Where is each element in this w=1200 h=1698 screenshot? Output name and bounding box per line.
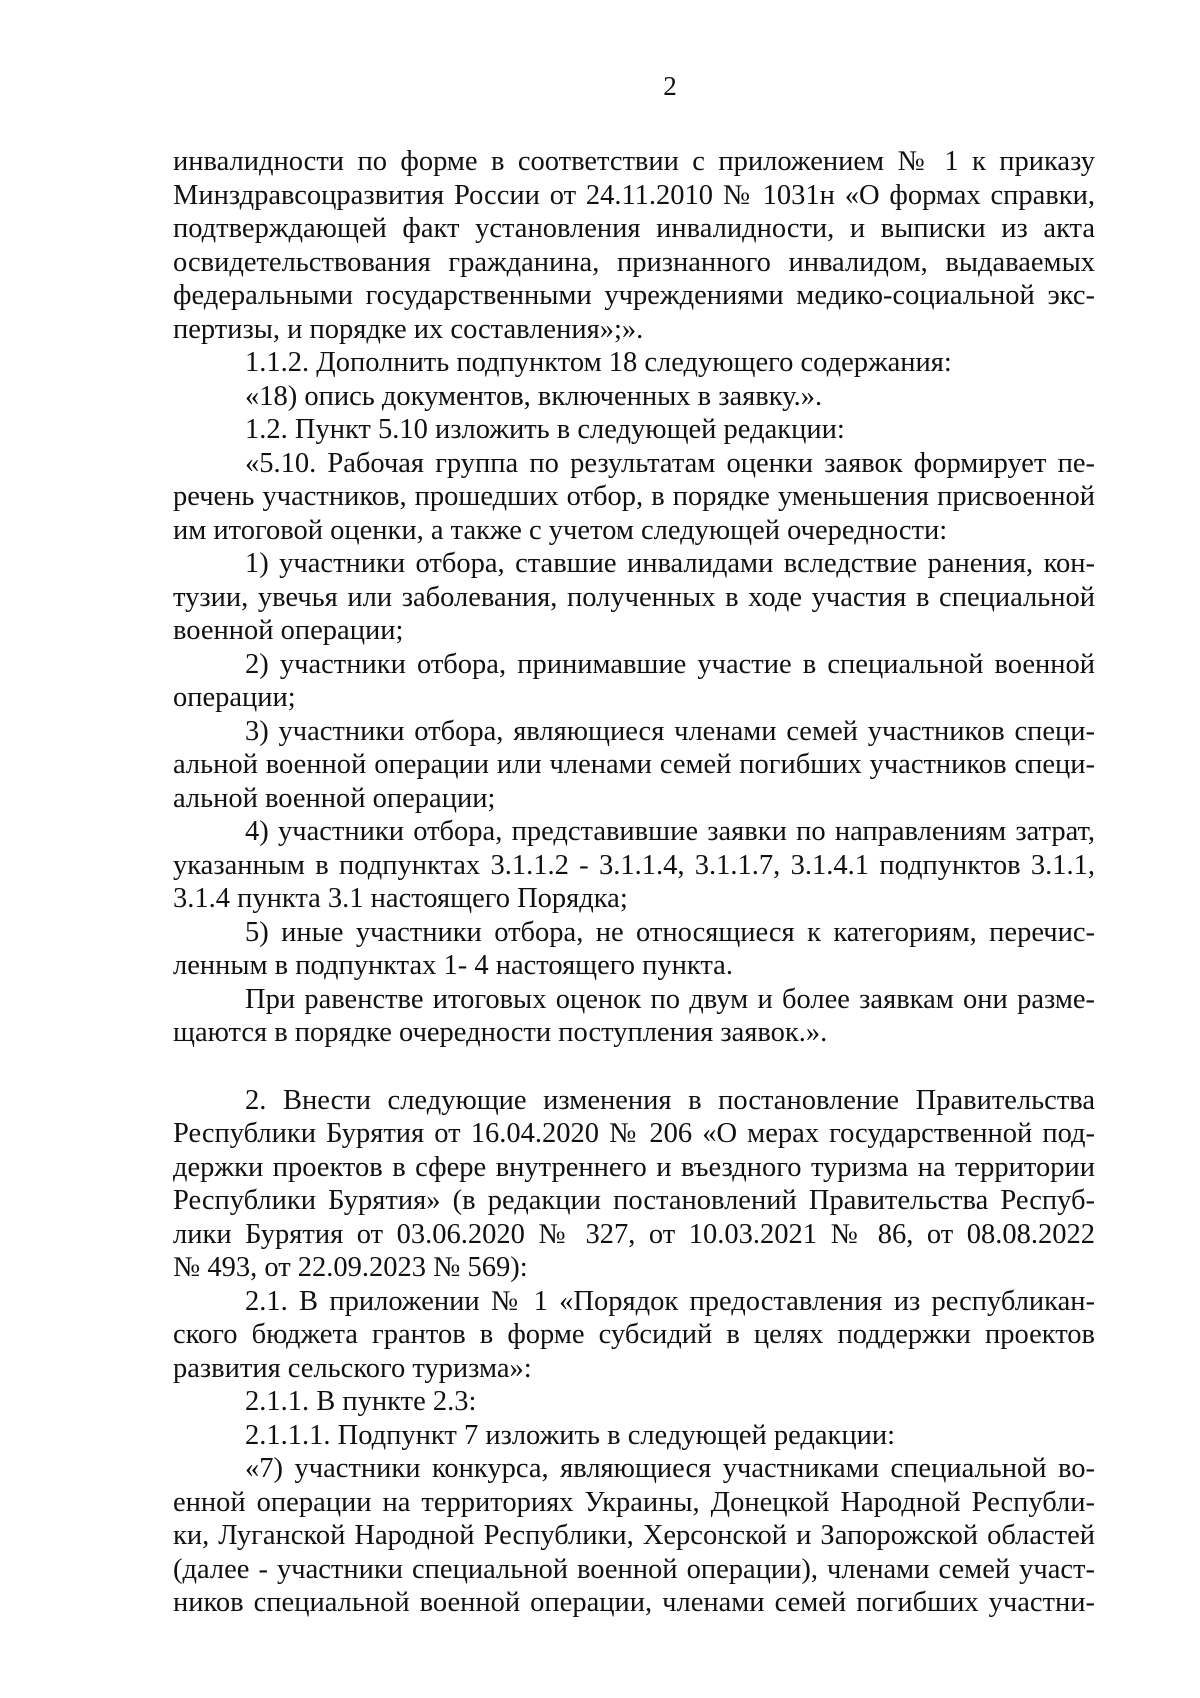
paragraph-2-1 [173,1285,1095,1386]
text-line: 1.1.2. Дополнить подпунктом 18 следующего содержания: [245,347,952,378]
text-line: речень участников, прошедших отбор, в порядке уменьшения присвоенной [173,481,1095,512]
text-line: развития сельского туризма»: [173,1352,532,1384]
text-line: военной операции; [173,615,404,646]
text-line: 3.1.4 пункта 3.1 настоящего Порядка; [173,883,628,914]
text-line: № 493, от 22.09.2023 № 569): [173,1252,528,1283]
text-line: 4) участники отбора, представившие заявки по направлениям затрат, [245,816,1095,847]
text-line: федеральными государственными учреждениями медико-социальной экс- [173,280,1095,311]
list-item-3 [173,715,1095,816]
text-line: ки, Луганской Народной Республики, Херсонской и Запорожской областей [173,1520,1095,1551]
paragraph-spacer [173,1050,1095,1084]
text-line: 1.2. Пункт 5.10 изложить в следующей редакции: [245,414,845,445]
text-line: «7) участники конкурса, являющиеся участниками специальной во- [245,1453,1095,1484]
text-line: 1) участники отбора, ставшие инвалидами вследствие ранения, кон- [245,548,1095,579]
document-body [173,145,1095,1620]
paragraph-5-10 [173,447,1095,548]
paragraph-equal-scores [173,983,1095,1050]
text-line: «5.10. Рабочая группа по результатам оценки заявок формирует пе- [245,447,1095,479]
text-line: 3) участники отбора, являющиеся членами семей участников специ- [245,715,1095,747]
text-line: пертизы, и порядке их составления»;». [173,313,644,345]
list-item-5 [173,916,1095,983]
text-line: 2.1.1.1. Подпункт 7 изложить в следующей редакции: [245,1419,896,1451]
paragraph-2-1-1-1 [173,1419,1095,1453]
text-line: указанным в подпунктах 3.1.1.2 - 3.1.1.4, 3.1.1.7, 3.1.4.1 подпунктов 3.1.1, [173,849,1095,881]
paragraph-2-amendments [173,1084,1095,1285]
paragraph-2-1-1 [173,1385,1095,1419]
text-line: инвалидности по форме в соответствии с приложением № 1 к приказу [173,146,1095,177]
text-line: ленным в подпунктах 1- 4 настоящего пункта. [173,950,733,981]
text-line: лики Бурятия от 03.06.2020 № 327, от 10.03.2021 № 86, от 08.08.2022 [173,1218,1095,1250]
text-line: Минздравсоцразвития России от 24.11.2010 № 1031н «О формах справки, [173,179,1095,211]
text-line: 2.1. В приложении № 1 «Порядок предоставления из республикан- [245,1285,1095,1317]
text-line: Республики Бурятия» (в редакции постановлений Правительства Респуб- [173,1185,1095,1216]
page-number: 2 [663,71,677,101]
text-line: освидетельствования гражданина, признанного инвалидом, выдаваемых [173,246,1095,278]
paragraph-subitem-18 [173,380,1095,414]
text-line: 2) участники отбора, принимавшие участие в специальной военной [245,648,1095,680]
text-line: 2.1.1. В пункте 2.3: [245,1386,477,1417]
text-line: альной военной операции или членами семей погибших участников специ- [173,749,1095,780]
list-item-2 [173,648,1095,715]
text-line: енной операции на территориях Украины, Донецкой Народной Республи- [173,1486,1095,1518]
text-line: щаются в порядке очередности поступления заявок.». [173,1017,828,1048]
text-line: «18) опись документов, включенных в заявку.». [245,380,823,412]
text-line: ского бюджета грантов в форме субсидий в целях поддержки проектов [173,1319,1095,1350]
text-line: им итоговой оценки, а также с учетом следующей очередности: [173,514,948,546]
list-item-1 [173,547,1095,648]
text-line: Республики Бурятия от 16.04.2020 № 206 «О мерах государственной под- [173,1118,1095,1149]
text-line: альной военной операции; [173,782,496,814]
text-line: 5) иные участники отбора, не относящиеся к категориям, перечис- [245,916,1095,948]
text-line: операции; [173,682,296,713]
paragraph-subitem-7 [173,1452,1095,1620]
text-line: (далее - участники специальной военной операции), членами семей участ- [173,1553,1095,1585]
text-line: ников специальной военной операции, членами семей погибших участни- [173,1587,1095,1618]
list-item-4 [173,815,1095,916]
text-line: держки проектов в сфере внутреннего и въездного туризма на территории [173,1151,1095,1183]
text-line: При равенстве итоговых оценок по двум и более заявкам они разме- [245,983,1095,1015]
text-line: тузии, увечья или заболевания, полученных в ходе участия в специальной [173,581,1095,613]
paragraph-disability-certificate [173,145,1095,346]
text-line: 2. Внести следующие изменения в постановление Правительства [245,1084,1095,1116]
paragraph-1-1-2 [173,346,1095,380]
paragraph-1-2 [173,413,1095,447]
text-line: подтверждающей факт установления инвалидности, и выписки из акта [173,213,1095,244]
